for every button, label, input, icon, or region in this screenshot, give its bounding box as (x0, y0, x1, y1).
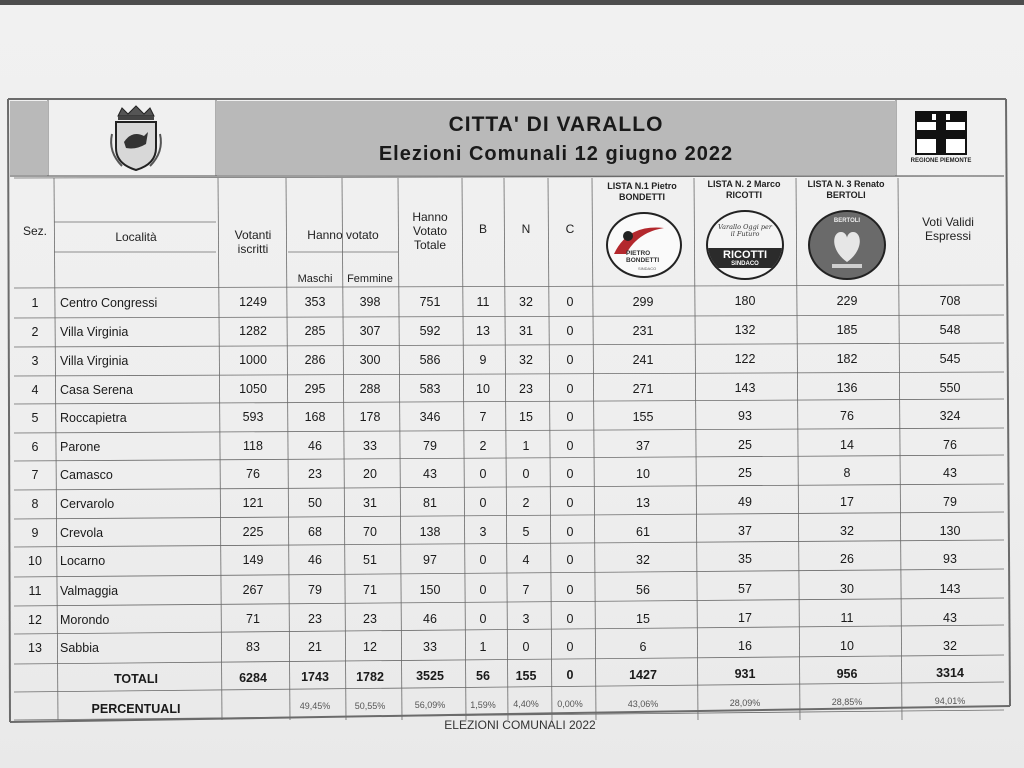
cell-l1: 61 (636, 524, 650, 539)
cell-iscritti: 1249 (239, 294, 267, 309)
cell-l3: 8 (843, 465, 851, 480)
cell-b: 13 (476, 323, 490, 338)
percent-n: 4,40% (513, 698, 539, 709)
cell-b: 0 (479, 611, 487, 626)
cell-iscritti: 267 (242, 582, 264, 597)
cell-c: 0 (566, 323, 574, 338)
cell-n: 1 (522, 438, 530, 453)
cell-l1: 271 (632, 381, 654, 396)
regione-caption: REGIONE PIEMONTE (910, 158, 972, 164)
footer-caption: ELEZIONI COMUNALI 2022 (444, 718, 596, 732)
cell-validi: 43 (943, 465, 957, 480)
cell-c: 0 (566, 639, 574, 654)
cell-femmine: 398 (359, 294, 381, 309)
cell-c: 0 (566, 294, 574, 309)
cell-c: 0 (566, 352, 574, 367)
cell-femmine: 288 (359, 381, 381, 396)
col-header-hanno-votato-totale: Hanno Votato Totale (412, 210, 448, 252)
cell-l3: 14 (840, 437, 854, 452)
totals-femmine: 1782 (356, 669, 384, 684)
cell-n: 32 (519, 294, 533, 309)
cell-l2: 143 (734, 380, 756, 395)
cell-l1: 6 (639, 639, 647, 654)
cell-sez: 2 (31, 324, 39, 339)
crest-icon (104, 104, 168, 174)
frame-left (8, 99, 10, 722)
cell-iscritti: 118 (243, 438, 263, 453)
cell-l1: 241 (632, 352, 654, 367)
cell-totale: 43 (423, 466, 437, 481)
cell-maschi: 353 (304, 294, 326, 309)
percent-femmine: 50,55% (354, 700, 386, 711)
town-crest-logo (104, 104, 168, 174)
cell-sez: 7 (31, 467, 39, 482)
cell-n: 31 (519, 323, 533, 338)
cell-n: 15 (519, 409, 533, 424)
cell-validi: 32 (943, 638, 957, 653)
cell-b: 10 (476, 381, 490, 396)
cell-sez: 5 (31, 410, 39, 425)
cell-maschi: 46 (308, 438, 322, 453)
percent-l1: 43,06% (627, 698, 659, 709)
cell-localita: Sabbia (60, 640, 99, 655)
cell-c: 0 (566, 552, 574, 567)
cell-l1: 56 (636, 582, 650, 597)
cell-maschi: 168 (304, 409, 326, 424)
cell-n: 3 (522, 611, 530, 626)
lista-2-logo (706, 210, 784, 280)
piemonte-shield-icon (910, 110, 972, 156)
totals-c: 0 (566, 667, 574, 682)
cell-femmine: 178 (359, 409, 381, 424)
cell-localita: Casa Serena (60, 382, 133, 397)
cell-n: 23 (519, 381, 533, 396)
cell-b: 3 (479, 524, 487, 539)
cell-sez: 13 (28, 640, 42, 655)
totals-validi: 3314 (936, 665, 964, 680)
cell-sez: 3 (31, 353, 39, 368)
cell-l3: 32 (840, 523, 854, 538)
cell-iscritti: 76 (246, 466, 260, 481)
cell-l2: 93 (738, 408, 752, 423)
cell-c: 0 (566, 582, 574, 597)
cell-c: 0 (566, 409, 574, 424)
cell-l1: 10 (636, 466, 650, 481)
percent-b: 1,59% (470, 699, 496, 710)
frame-right (1006, 99, 1010, 706)
cell-validi: 43 (943, 610, 957, 625)
percent-maschi: 49,45% (299, 700, 331, 711)
cell-femmine: 12 (363, 639, 377, 654)
cell-l1: 15 (636, 611, 650, 626)
col-header-b: B (478, 222, 487, 237)
col-header-sez: Sez. (22, 224, 47, 239)
cell-maschi: 295 (304, 381, 326, 396)
cell-b: 0 (479, 552, 487, 567)
cell-totale: 583 (419, 381, 441, 396)
cell-sez: 9 (31, 525, 39, 540)
cell-l3: 185 (836, 322, 858, 337)
cell-n: 0 (522, 466, 530, 481)
lista-2-logo-script: Varallo Oggi per il Futuro (717, 223, 772, 239)
cell-c: 0 (566, 611, 574, 626)
cell-l3: 182 (836, 351, 858, 366)
cell-c: 0 (566, 381, 574, 396)
cell-totale: 592 (419, 323, 441, 338)
cell-n: 0 (522, 639, 530, 654)
cell-maschi: 286 (304, 352, 326, 367)
cell-l1: 13 (636, 495, 650, 510)
cell-localita: Morondo (60, 612, 110, 627)
totals-l1: 1427 (629, 667, 657, 682)
col-header-lista-3: LISTA N. 3 Renato BERTOLI (807, 179, 885, 200)
cell-validi: 548 (939, 322, 961, 337)
cell-l3: 30 (840, 581, 854, 596)
cell-totale: 33 (423, 639, 437, 654)
cell-femmine: 20 (363, 466, 377, 481)
cell-b: 11 (476, 294, 490, 309)
lista-1-logo (606, 212, 682, 278)
cell-n: 5 (522, 524, 530, 539)
cell-l3: 26 (840, 551, 854, 566)
cell-l2: 17 (738, 610, 752, 625)
page-title: CITTA' DI VARALLO (448, 113, 664, 136)
cell-l1: 32 (636, 552, 650, 567)
cell-localita: Centro Congressi (60, 295, 158, 310)
cell-iscritti: 225 (242, 524, 264, 539)
cell-iscritti: 1282 (239, 323, 267, 338)
cell-sez: 12 (28, 612, 42, 627)
cell-l3: 17 (840, 494, 854, 509)
cell-c: 0 (566, 495, 574, 510)
percent-c: 0,00% (557, 698, 583, 709)
percent-totale: 56,09% (414, 699, 446, 710)
cell-validi: 143 (939, 581, 961, 596)
page-subtitle: Elezioni Comunali 12 giugno 2022 (378, 143, 734, 165)
col-header-c: C (565, 222, 575, 237)
col-header-femmine: Femmine (347, 272, 393, 285)
cell-femmine: 70 (363, 524, 377, 539)
cell-localita: Crevola (60, 525, 104, 540)
col-header-lista-1: LISTA N.1 Pietro BONDETTI (607, 181, 677, 202)
cell-validi: 76 (943, 437, 957, 452)
cell-femmine: 307 (359, 323, 381, 338)
cell-iscritti: 121 (242, 495, 264, 510)
col-header-votanti-iscritti: Votanti iscritti (234, 228, 272, 256)
totals-label: TOTALI (114, 671, 158, 686)
col-header-hanno-votato: Hanno votato (307, 228, 379, 243)
cell-totale: 586 (419, 352, 441, 367)
cell-l2: 132 (734, 322, 756, 337)
cell-sez: 8 (31, 496, 39, 511)
totals-l3: 956 (836, 666, 858, 681)
cell-l2: 37 (738, 523, 752, 538)
cell-totale: 46 (423, 611, 437, 626)
percent-l2: 28,09% (729, 697, 761, 708)
cell-l2: 57 (738, 581, 752, 596)
cell-validi: 708 (939, 293, 961, 308)
cell-l2: 180 (734, 293, 756, 308)
col-header-maschi: Maschi (297, 272, 333, 285)
cell-totale: 97 (423, 552, 437, 567)
lista-1-logo-text: PIETRO BONDETTI (626, 250, 660, 265)
cell-iscritti: 1000 (239, 352, 267, 367)
cell-totale: 150 (419, 582, 441, 597)
cell-maschi: 21 (308, 639, 322, 654)
cell-l2: 122 (734, 351, 756, 366)
cell-l1: 155 (632, 409, 654, 424)
cell-validi: 93 (943, 551, 957, 566)
cell-femmine: 33 (363, 438, 377, 453)
heart-icon (810, 212, 884, 278)
cell-l3: 229 (836, 293, 858, 308)
cell-femmine: 71 (363, 582, 377, 597)
cell-femmine: 51 (363, 552, 377, 567)
col-header-localita: Località (115, 230, 157, 245)
totals-n: 155 (515, 668, 537, 683)
header-title-area (216, 101, 896, 175)
cell-l3: 10 (840, 638, 854, 653)
cell-validi: 324 (939, 408, 961, 423)
cell-femmine: 23 (363, 611, 377, 626)
cell-b: 0 (479, 582, 487, 597)
lista-2-logo-text: RICOTTI (723, 249, 767, 261)
cell-totale: 79 (423, 438, 437, 453)
cell-femmine: 31 (363, 495, 377, 510)
col-header-n: N (521, 222, 531, 237)
cell-localita: Cervarolo (60, 496, 115, 511)
cell-l2: 35 (738, 551, 752, 566)
cell-l2: 25 (738, 437, 752, 452)
cell-maschi: 285 (304, 323, 326, 338)
cell-femmine: 300 (359, 352, 381, 367)
percent-label: PERCENTUALI (91, 701, 181, 716)
cell-maschi: 23 (308, 466, 322, 481)
cell-l2: 49 (738, 494, 752, 509)
totals-maschi: 1743 (301, 669, 329, 684)
percent-l3: 28,85% (831, 696, 863, 707)
cell-maschi: 50 (308, 495, 322, 510)
lista-2-logo-sub: SINDACO (731, 261, 759, 267)
regione-piemonte-logo (910, 110, 972, 170)
cell-iscritti: 83 (246, 639, 260, 654)
lista-3-logo-text: BERTOLI (833, 218, 861, 224)
cell-sez: 10 (28, 553, 42, 568)
lista-3-logo (808, 210, 886, 280)
cell-l1: 231 (632, 323, 654, 338)
cell-maschi: 46 (308, 552, 322, 567)
col-header-lista-2: LISTA N. 2 Marco RICOTTI (707, 179, 781, 200)
cell-n: 4 (522, 552, 530, 567)
cell-iscritti: 149 (242, 552, 264, 567)
cell-l1: 37 (636, 438, 650, 453)
cell-b: 1 (479, 639, 487, 654)
cell-validi: 79 (943, 494, 957, 509)
cell-iscritti: 593 (242, 409, 264, 424)
cell-l1: 299 (632, 294, 654, 309)
cell-sez: 6 (31, 439, 39, 454)
totals-l2: 931 (734, 666, 756, 681)
cell-l3: 11 (840, 610, 854, 625)
cell-b: 9 (479, 352, 487, 367)
lista-1-logo-sub: SINDACO (638, 266, 657, 271)
totals-b: 56 (476, 668, 490, 683)
cell-b: 7 (479, 409, 487, 424)
cell-totale: 81 (423, 495, 437, 510)
cell-l3: 136 (836, 380, 858, 395)
cell-sez: 11 (28, 583, 42, 598)
col-header-voti-validi: Voti Validi Espressi (922, 215, 974, 243)
cell-sez: 1 (31, 295, 39, 310)
cell-localita: Locarno (60, 553, 106, 568)
cell-sez: 4 (31, 382, 39, 397)
header-left-band (10, 101, 48, 175)
cell-validi: 130 (939, 523, 961, 538)
totals-totale: 3525 (416, 668, 444, 683)
cell-l3: 76 (840, 408, 854, 423)
cell-localita: Roccapietra (60, 410, 127, 425)
cell-maschi: 79 (308, 582, 322, 597)
cell-b: 0 (479, 466, 487, 481)
cell-localita: Villa Virginia (60, 324, 129, 339)
cell-n: 7 (522, 582, 530, 597)
cell-l2: 16 (738, 638, 752, 653)
cell-localita: Camasco (60, 467, 113, 482)
cell-totale: 138 (419, 524, 441, 539)
cell-maschi: 23 (308, 611, 322, 626)
cell-maschi: 68 (308, 524, 322, 539)
percent-validi: 94,01% (934, 695, 966, 706)
cell-validi: 550 (939, 380, 961, 395)
totals-iscritti: 6284 (239, 670, 267, 685)
cell-iscritti: 71 (246, 611, 260, 626)
cell-c: 0 (566, 524, 574, 539)
cell-totale: 346 (419, 409, 441, 424)
cell-n: 2 (522, 495, 530, 510)
cell-c: 0 (566, 466, 574, 481)
cell-localita: Parone (60, 439, 101, 454)
cell-validi: 545 (939, 351, 961, 366)
cell-b: 0 (479, 495, 487, 510)
cell-iscritti: 1050 (239, 381, 267, 396)
cell-b: 2 (479, 438, 487, 453)
cell-totale: 751 (419, 294, 441, 309)
cell-localita: Valmaggia (60, 583, 119, 598)
cell-c: 0 (566, 438, 574, 453)
cell-n: 32 (519, 352, 533, 367)
cell-localita: Villa Virginia (60, 353, 129, 368)
cell-l2: 25 (738, 465, 752, 480)
